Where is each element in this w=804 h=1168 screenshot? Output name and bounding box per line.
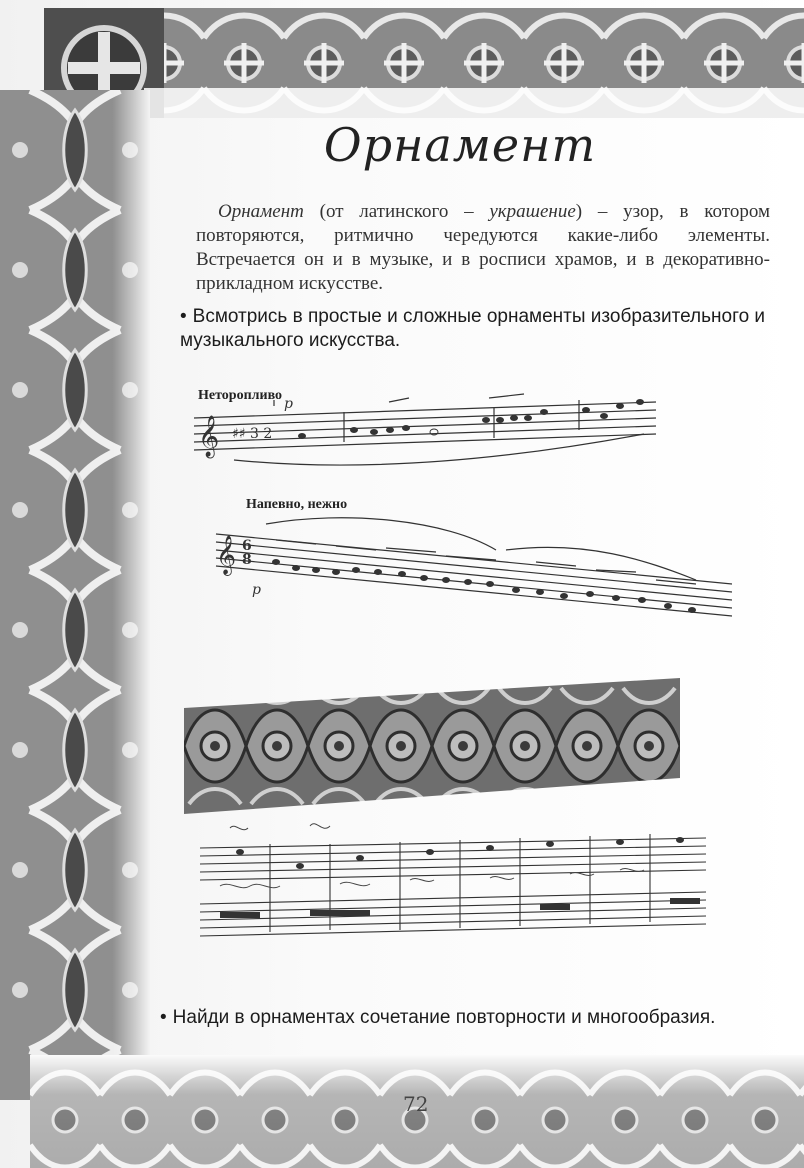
- intro-text-2: ) – узор, в котором повторяются, ритмично чередуются какие-либо элементы. Встречается он и в музыке, и в росписи храмов, и в декоративно-прикладном искусстве.: [196, 201, 770, 294]
- svg-text:p: p: [284, 396, 293, 412]
- music-example-2-tempo: Напевно, нежно: [246, 497, 348, 512]
- page-title: Орнамент: [323, 118, 597, 172]
- bullet-find-text: Найди в орнаментах сочетание повторности и многообразия.: [172, 1007, 716, 1028]
- bullet-observe-text: Всмотрись в простые и сложные орнаменты изобразительного и музыкального искусства.: [180, 306, 766, 351]
- manuscript-music-fragment: [200, 808, 706, 950]
- svg-text:6: 6: [242, 538, 252, 554]
- bullet-observe: [180, 305, 772, 353]
- intro-text-1: (от латинского –: [303, 201, 490, 222]
- svg-text:p: p: [252, 582, 261, 598]
- term-decoration: украшение: [489, 201, 576, 222]
- page-number: 72: [403, 1092, 429, 1116]
- bullet-dot-icon: •: [160, 1007, 167, 1028]
- bullet-find: [160, 1006, 760, 1030]
- top-ornament-border: [44, 8, 804, 118]
- left-ornament-border: [0, 90, 150, 1100]
- music-example-2-staff: [206, 500, 732, 630]
- svg-text:8: 8: [242, 552, 252, 568]
- music-example-1-tempo: Неторопливо: [198, 388, 283, 403]
- bullet-dot-icon: •: [180, 306, 187, 327]
- carved-ornament-panel: [184, 678, 680, 814]
- svg-text:𝄞: 𝄞: [216, 535, 237, 575]
- term-ornament: Орнамент: [218, 201, 304, 222]
- intro-paragraph: [196, 200, 770, 296]
- svg-text:♯♯ 3 2: ♯♯ 3 2: [232, 426, 273, 442]
- music-example-1-staff: [194, 372, 656, 472]
- svg-text:𝄞: 𝄞: [198, 416, 220, 457]
